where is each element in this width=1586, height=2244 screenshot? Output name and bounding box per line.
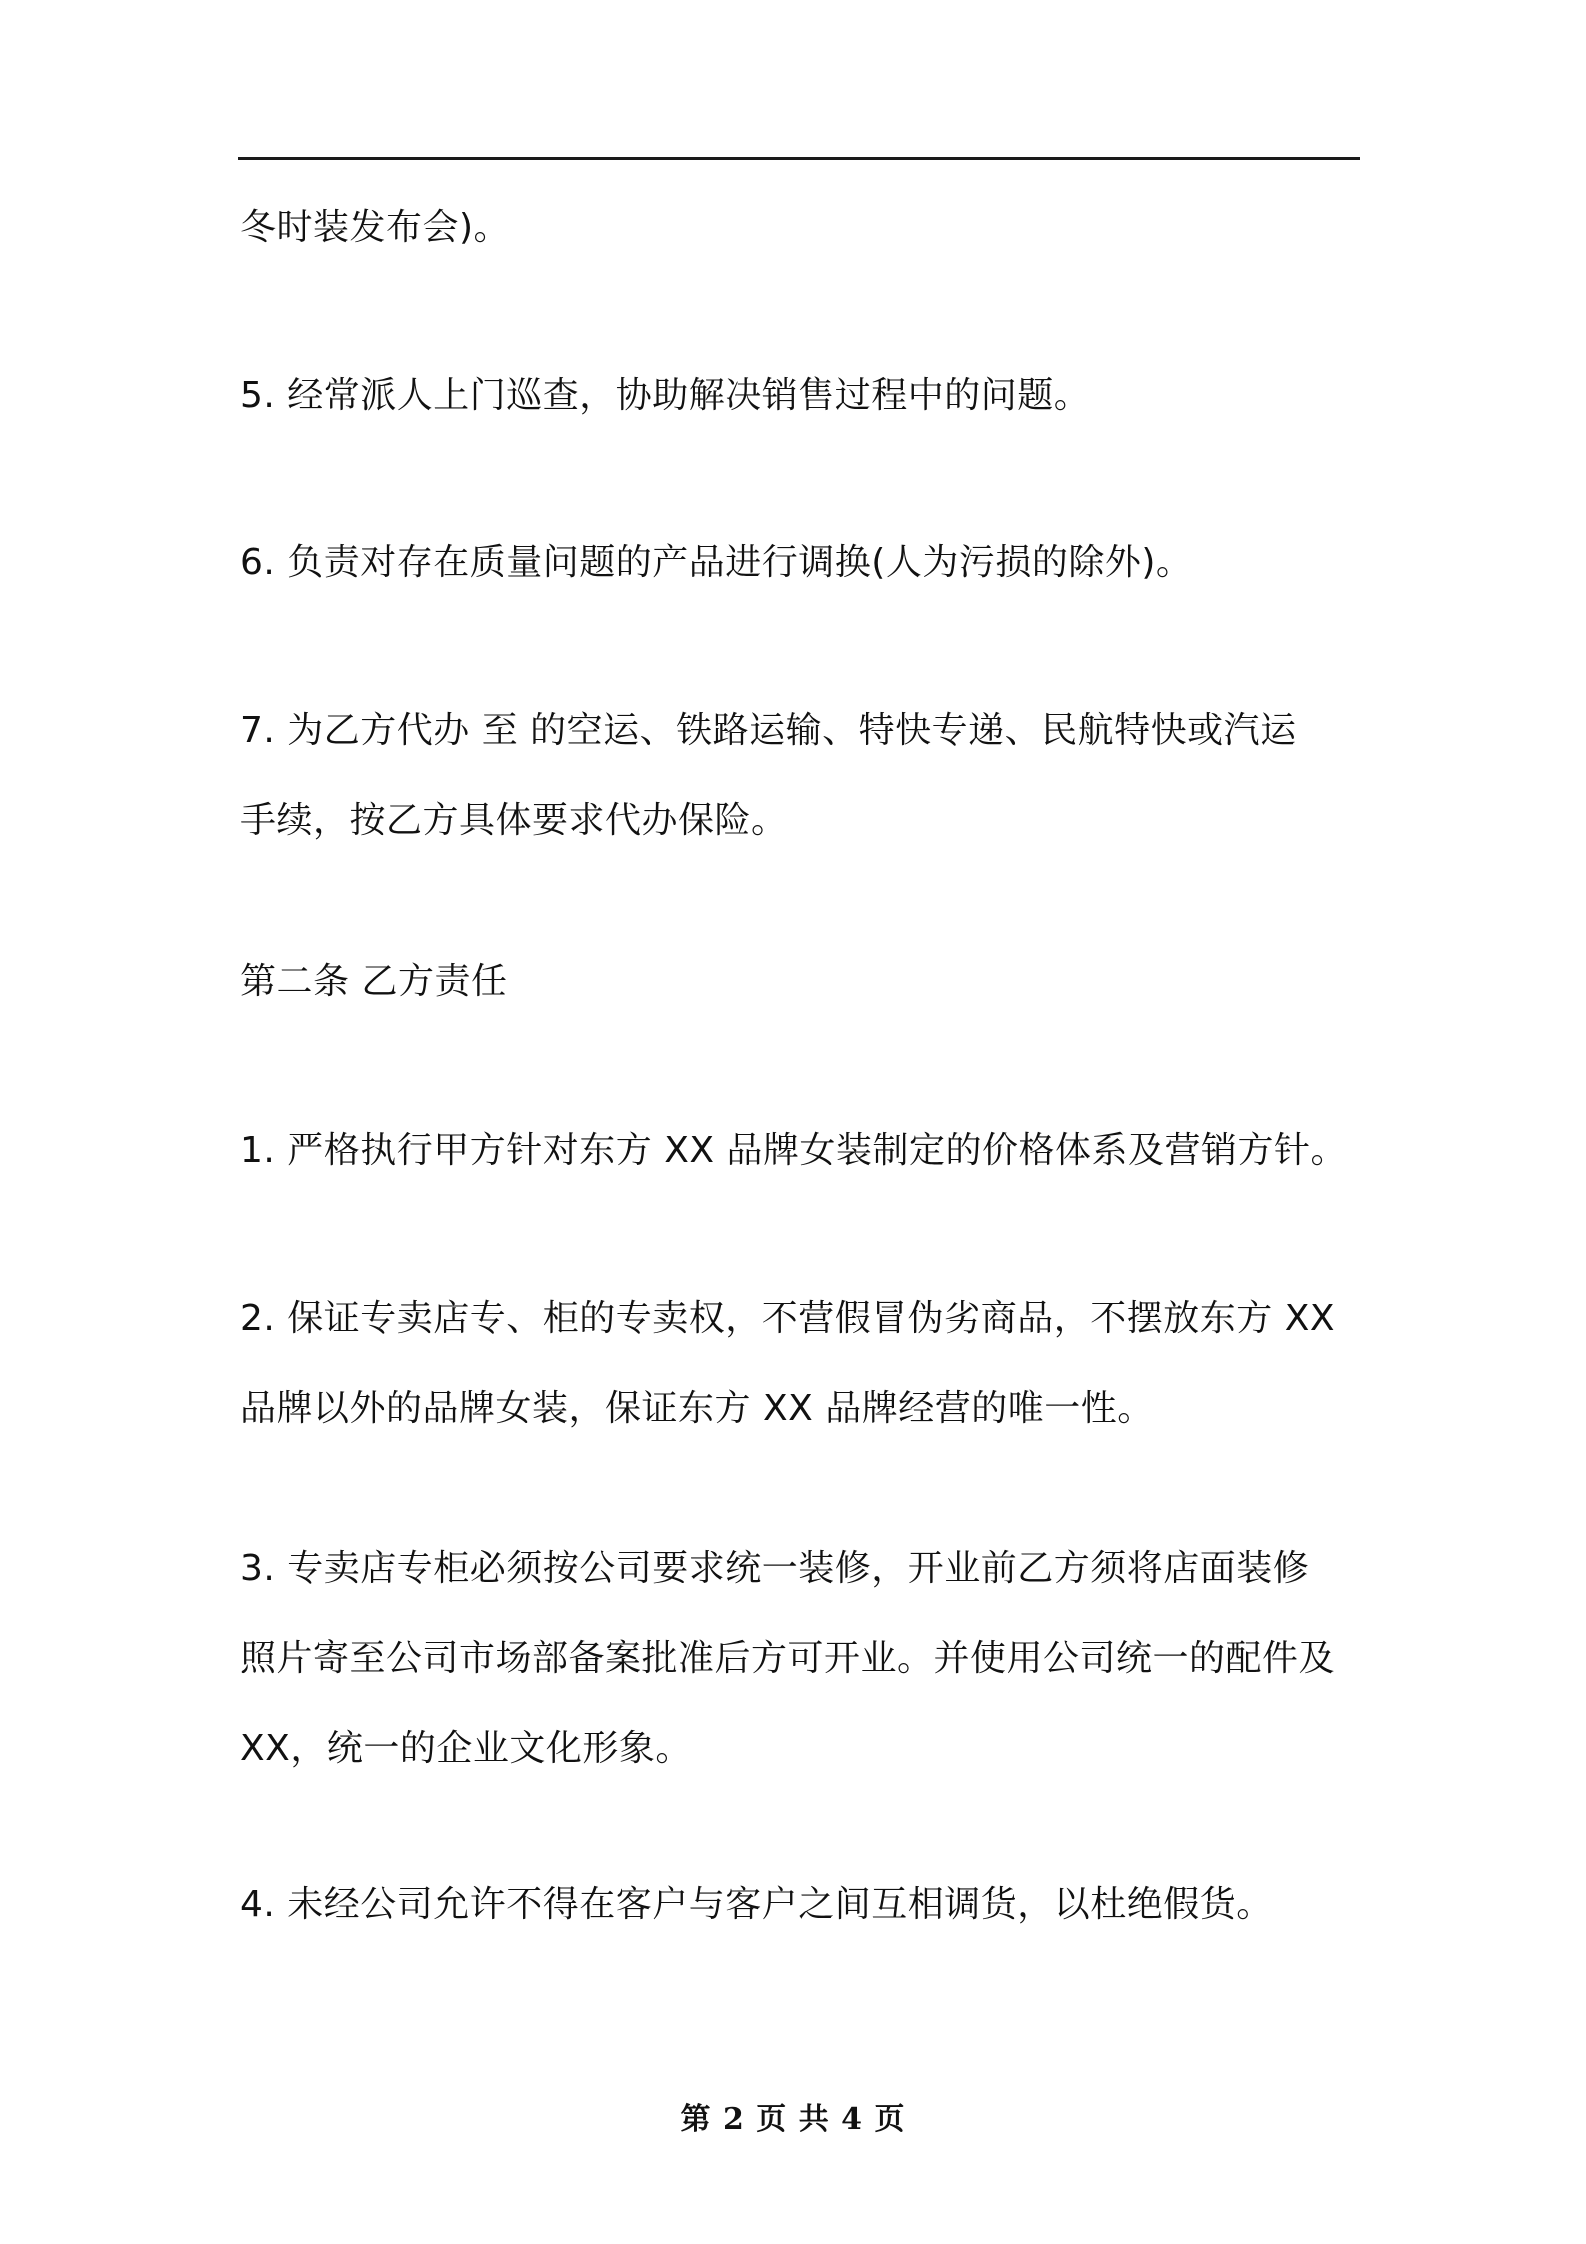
heading-text: 第二条 乙方责任: [240, 961, 508, 1002]
paragraph-item-1: [240, 1106, 1370, 1196]
text-line: 3. 专卖店专柜必须按公司要求统一装修，开业前乙方须将店面装修: [240, 1548, 1310, 1589]
paragraph-item-5: [240, 351, 1370, 441]
paragraph-item-2: [240, 1274, 1370, 1454]
paragraph-item-3: [240, 1524, 1370, 1794]
text-line: 7. 为乙方代办 至 的空运、铁路运输、特快专递、民航特快或汽运: [240, 710, 1297, 751]
section-heading: [240, 937, 1370, 1027]
header-rule: [238, 157, 1360, 160]
text-line: 照片寄至公司市场部备案批准后方可开业。并使用公司统一的配件及: [240, 1638, 1336, 1679]
text-line: 6. 负责对存在质量问题的产品进行调换(人为污损的除外)。: [240, 542, 1193, 583]
text-line: 冬时装发布会)。: [240, 207, 511, 248]
text-line: 品牌以外的品牌女装，保证东方 XX 品牌经营的唯一性。: [240, 1388, 1154, 1429]
text-line: 5. 经常派人上门巡查，协助解决销售过程中的问题。: [240, 375, 1091, 416]
text-line: 4. 未经公司允许不得在客户与客户之间互相调货，以杜绝假货。: [240, 1884, 1273, 1925]
paragraph-item-7: [240, 686, 1370, 866]
text-line: 1. 严格执行甲方针对东方 XX 品牌女装制定的价格体系及营销方针。: [240, 1130, 1348, 1171]
paragraph-item-6: [240, 518, 1370, 608]
paragraph-item-4: [240, 1860, 1370, 1950]
text-line: 2. 保证专卖店专、柜的专卖权，不营假冒伪劣商品，不摆放东方 XX: [240, 1298, 1336, 1339]
text-line: XX，统一的企业文化形象。: [240, 1728, 692, 1769]
paragraph-continuation: [240, 183, 1370, 273]
text-line: 手续，按乙方具体要求代办保险。: [240, 800, 788, 841]
page-number: 第 2 页 共 4 页: [680, 2102, 906, 2137]
